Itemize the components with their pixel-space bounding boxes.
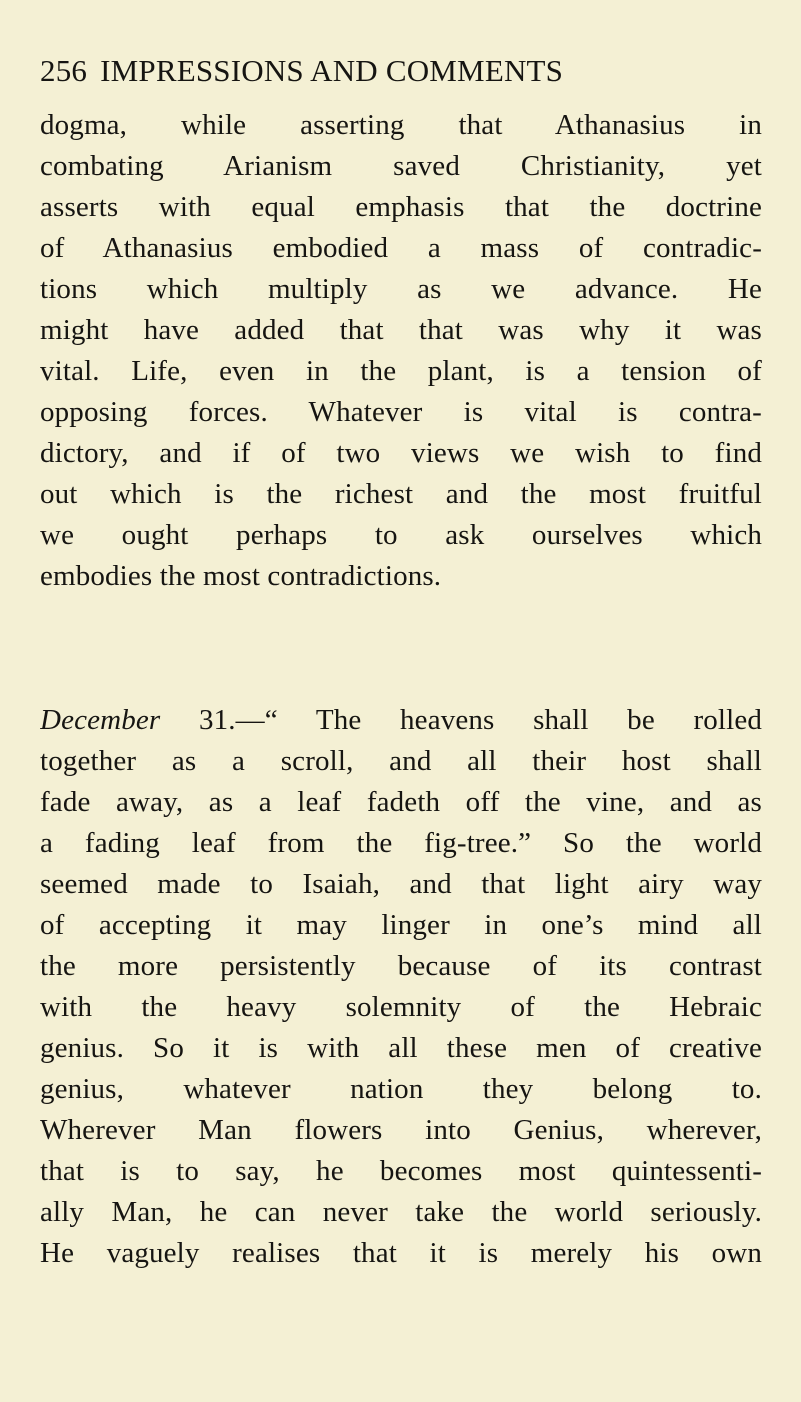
text-line: Wherever Man flowers into Genius, wherever, [40,1114,762,1146]
text-line: of Athanasius embodied a mass of contradic- [40,232,762,264]
dated-entry-line [40,700,762,741]
paragraph-spacing [40,597,762,700]
text-line: genius. So it is with all these men of creative [40,1032,762,1064]
text-line: opposing forces. Whatever is vital is contra- [40,396,762,428]
text-line: might have added that that was why it was [40,314,762,346]
text-line: ally Man, he can never take the world seriously. [40,1196,762,1228]
text-line: that is to say, he becomes most quintessenti- [40,1155,762,1187]
date-label: December [40,704,161,736]
text-line: a fading leaf from the fig-tree.” So the world [40,827,762,859]
text-line: we ought perhaps to ask ourselves which [40,519,762,551]
text-line: the more persistently because of its contrast [40,950,762,982]
body-text [40,105,762,1274]
text-line: He vaguely realises that it is merely his own [40,1237,762,1269]
text-line: dictory, and if of two views we wish to find [40,437,762,469]
text-line: out which is the richest and the most fruitful [40,478,762,510]
text-line: asserts with equal emphasis that the doctrine [40,191,762,223]
text-line: genius, whatever nation they belong to. [40,1073,762,1105]
text-line: with the heavy solemnity of the Hebraic [40,991,762,1023]
text-line: embodies the most contradictions. [40,560,442,592]
running-title: IMPRESSIONS AND COMMENTS [100,53,564,88]
page-number: 256 [40,53,88,88]
text-line: seemed made to Isaiah, and that light airy way [40,868,762,900]
text-line: of accepting it may linger in one’s mind all [40,909,762,941]
text-line: dogma, while asserting that Athanasius in [40,109,762,141]
paragraph-two [40,700,762,1274]
entry-opening-text: 31.—“ The heavens shall be rolled [160,704,762,736]
running-header [40,49,760,93]
text-line: combating Arianism saved Christianity, yet [40,150,762,182]
text-line: vital. Life, even in the plant, is a tension of [40,355,762,387]
paragraph-one [40,105,762,597]
text-line: fade away, as a leaf fadeth off the vine, and as [40,786,762,818]
text-line: together as a scroll, and all their host shall [40,745,762,777]
text-line: tions which multiply as we advance. He [40,273,762,305]
